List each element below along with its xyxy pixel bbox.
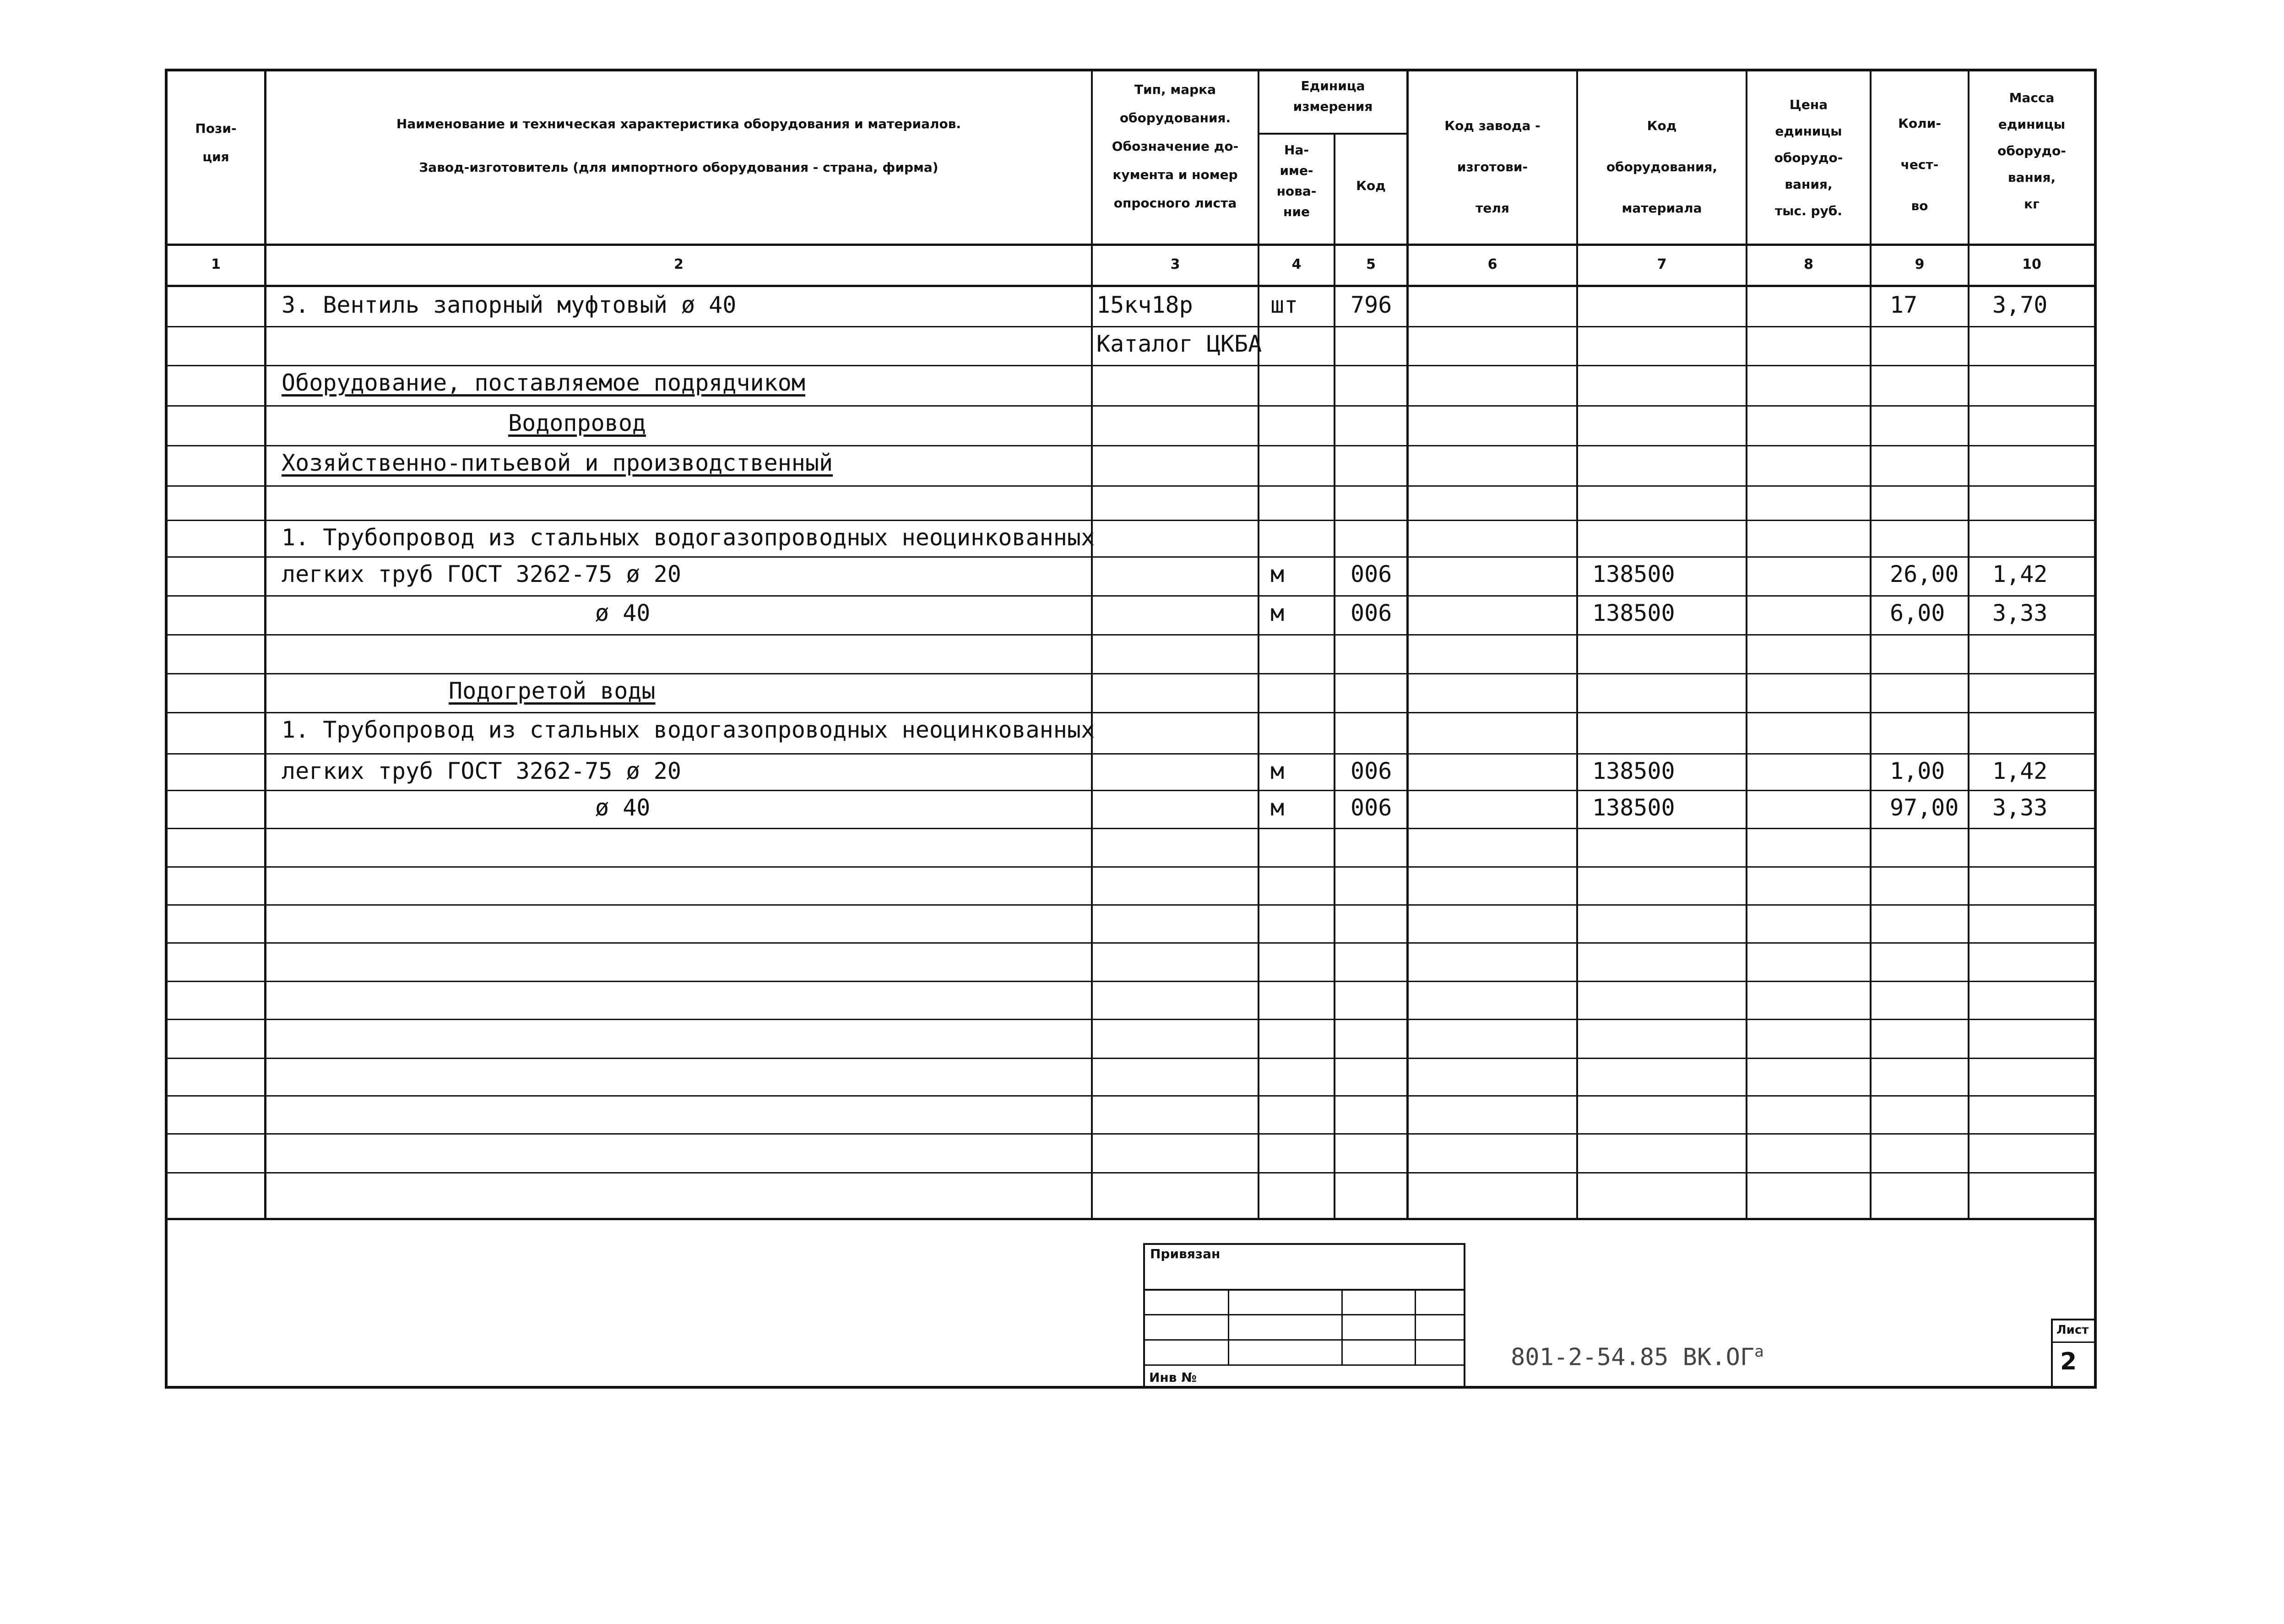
- equipment-code-cell: 138500: [1592, 600, 1675, 626]
- stamp-line: [1143, 1364, 1465, 1366]
- row-name-cell: ø 40: [595, 600, 651, 626]
- row-line: [168, 904, 2094, 906]
- unit-name-cell: м: [1270, 758, 1285, 784]
- sheet-box-line: [2051, 1319, 2097, 1320]
- column-number: 1: [211, 256, 221, 272]
- column-number: 9: [1915, 256, 1925, 272]
- header-price: Цена единицы оборудо- вания, тыс. руб.: [1774, 97, 1843, 218]
- unit-name-cell: шт: [1270, 292, 1298, 318]
- row-line: [168, 712, 2094, 713]
- unit-code-cell: 006: [1351, 561, 1392, 587]
- row-line: [168, 1095, 2094, 1097]
- column-number: 2: [674, 256, 684, 272]
- col-separator: [1746, 69, 1747, 1220]
- row-line: [168, 445, 2094, 446]
- unit-group-line: [1258, 133, 1409, 135]
- row-line: [168, 520, 2094, 521]
- privyazan-label: Привязан: [1150, 1246, 1221, 1261]
- table-bottom-line: [165, 1218, 2097, 1220]
- header-type: Тип, марка оборудования. Обозначение до- кумента и номер опросного листа: [1112, 82, 1239, 211]
- col-separator: [1576, 69, 1578, 1220]
- header-bottom-line: [165, 244, 2097, 246]
- header-equipment-code: Код оборудования, материала: [1606, 118, 1718, 216]
- column-number: 7: [1657, 256, 1667, 272]
- row-line: [168, 1133, 2094, 1135]
- header-mass: Масса единицы оборудо- вания, кг: [1997, 90, 2066, 212]
- column-number: 4: [1291, 256, 1302, 272]
- row-line: [168, 485, 2094, 487]
- header-unit-name: На- име- нова- ние: [1276, 142, 1317, 219]
- row-line: [168, 326, 2094, 327]
- unit-code-cell: 006: [1351, 758, 1392, 784]
- stamp-line: [1143, 1289, 1465, 1291]
- header-quantity: Коли- чест- во: [1898, 116, 1941, 213]
- frame-bottom-line: [165, 1386, 2097, 1389]
- equipment-code-cell: 138500: [1592, 561, 1675, 587]
- type-cell: 15кч18р: [1096, 292, 1193, 318]
- document-code-revision: а: [1754, 1342, 1764, 1361]
- row-line: [168, 595, 2094, 597]
- quantity-cell: 97,00: [1890, 794, 1959, 821]
- mass-cell: 1,42: [1992, 758, 2048, 784]
- row-line: [168, 753, 2094, 755]
- row-line: [168, 1019, 2094, 1020]
- col-separator: [1258, 69, 1259, 1220]
- column-number: 5: [1366, 256, 1376, 272]
- quantity-cell: 1,00: [1890, 758, 1945, 784]
- row-name-cell: Водопровод: [508, 410, 646, 436]
- mass-cell: 1,42: [1992, 561, 2048, 587]
- sheet-box-line: [2051, 1342, 2097, 1343]
- unit-code-cell: 006: [1351, 794, 1392, 821]
- row-line: [168, 634, 2094, 635]
- mass-cell: 3,33: [1992, 794, 2048, 821]
- row-name-cell: Подогретой воды: [449, 678, 656, 704]
- column-number: 6: [1487, 256, 1497, 272]
- sheet-number: 2: [2060, 1348, 2077, 1375]
- col-separator: [1091, 69, 1093, 1220]
- header-unit-group: Единица измерения: [1293, 78, 1373, 114]
- row-line: [168, 866, 2094, 868]
- stamp-line: [1143, 1314, 1465, 1315]
- unit-code-cell: 796: [1351, 292, 1392, 318]
- stamp-line: [1415, 1289, 1416, 1364]
- unit-name-cell: м: [1270, 794, 1285, 821]
- stamp-line: [1341, 1289, 1343, 1364]
- column-number: 8: [1804, 256, 1813, 272]
- row-line: [168, 1172, 2094, 1173]
- row-name-cell: ø 40: [595, 794, 651, 821]
- type-cell: Каталог ЦКБА: [1096, 331, 1262, 357]
- sheet-label: Лист: [2056, 1323, 2089, 1337]
- stamp-line: [1228, 1289, 1229, 1364]
- sheet-box-line: [2051, 1319, 2053, 1387]
- equipment-code-cell: 138500: [1592, 758, 1675, 784]
- col-separator: [264, 69, 266, 1220]
- row-line: [168, 556, 2094, 558]
- row-line: [168, 828, 2094, 829]
- header-name-line2: Завод-изготовитель (для импортного оборудования - страна, фирма): [419, 160, 939, 175]
- numbers-bottom-line: [165, 285, 2097, 287]
- row-line: [168, 790, 2094, 791]
- stamp-line: [1143, 1243, 1465, 1245]
- stamp-line: [1143, 1243, 1145, 1387]
- stamp-line: [1143, 1339, 1465, 1341]
- row-name-cell: 3. Вентиль запорный муфтовый ø 40: [282, 292, 737, 318]
- quantity-cell: 26,00: [1890, 561, 1959, 587]
- inventory-label: Инв №: [1149, 1370, 1197, 1385]
- quantity-cell: 17: [1890, 292, 1918, 318]
- header-name-line1: Наименование и техническая характеристика оборудования и материалов.: [396, 116, 961, 131]
- column-number: 10: [2022, 256, 2041, 272]
- document-code-text: 801-2-54.85 ВК.ОГ: [1511, 1343, 1755, 1371]
- row-line: [168, 405, 2094, 407]
- row-name-cell: 1. Трубопровод из стальных водогазопроводных неоцинкованных: [282, 524, 1095, 551]
- row-line: [168, 981, 2094, 982]
- row-line: [168, 365, 2094, 366]
- col-separator: [1334, 133, 1335, 1220]
- col-separator: [1870, 69, 1872, 1220]
- col-separator: [1968, 69, 1969, 1220]
- row-name-cell: 1. Трубопровод из стальных водогазопроводных неоцинкованных: [282, 717, 1095, 743]
- column-number: 3: [1170, 256, 1180, 272]
- equipment-code-cell: 138500: [1592, 794, 1675, 821]
- header-unit-code: Код: [1356, 178, 1386, 193]
- row-line: [168, 942, 2094, 944]
- unit-name-cell: м: [1270, 600, 1285, 626]
- mass-cell: 3,33: [1992, 600, 2048, 626]
- header-factory-code: Код завода - изготови- теля: [1444, 118, 1541, 216]
- document-code: [1511, 1344, 1764, 1369]
- row-name-cell: Хозяйственно-питьевой и производственный: [282, 450, 833, 476]
- row-name-cell: легких труб ГОСТ 3262-75 ø 20: [282, 758, 681, 784]
- row-name-cell: Оборудование, поставляемое подрядчиком: [282, 369, 805, 396]
- row-line: [168, 673, 2094, 674]
- row-name-cell: легких труб ГОСТ 3262-75 ø 20: [282, 561, 681, 587]
- frame-top-line: [165, 69, 2097, 71]
- row-line: [168, 1058, 2094, 1059]
- quantity-cell: 6,00: [1890, 600, 1945, 626]
- frame-right-line: [2094, 69, 2097, 1389]
- mass-cell: 3,70: [1992, 292, 2048, 318]
- unit-code-cell: 006: [1351, 600, 1392, 626]
- stamp-line: [1464, 1243, 1465, 1387]
- col-separator: [1406, 69, 1409, 1220]
- unit-name-cell: м: [1270, 561, 1285, 587]
- header-position: Пози- ция: [195, 121, 237, 164]
